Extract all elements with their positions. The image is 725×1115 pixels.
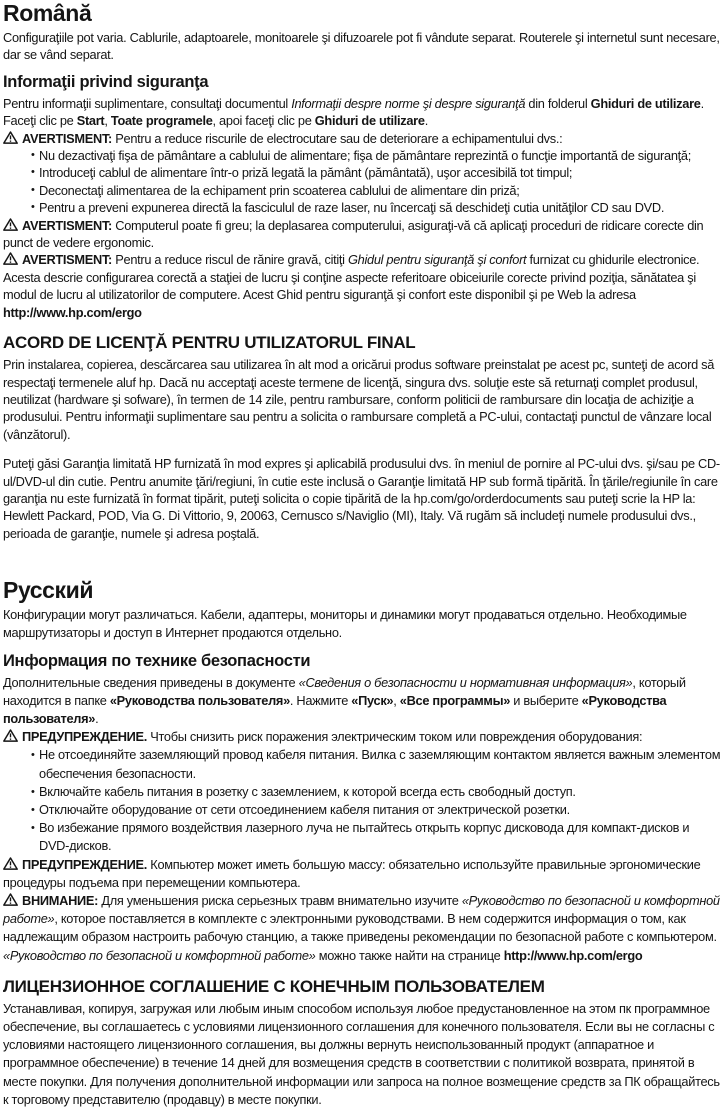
warning-icon	[3, 131, 18, 144]
bullet-marker: •	[31, 803, 35, 816]
russian-safety-heading: Информация по технике безопасности	[3, 651, 311, 670]
bullet-marker: •	[31, 785, 35, 798]
romanian-eula-heading: ACORD DE LICENŢĂ PENTRU UTILIZATORUL FINAL	[3, 333, 416, 353]
warning-text: AVERTISMENT: Pentru a reduce riscurile de electrocutare sau de deteriorare a echipamentului dvs.:	[22, 130, 563, 146]
romanian-warning-bullets	[3, 147, 721, 217]
russian-eula-heading: ЛИЦЕНЗИОННОЕ СОГЛАШЕНИЕ С КОНЕЧНЫМ ПОЛЬЗОВАТЕЛЕМ	[3, 976, 545, 996]
romanian-safety-heading: Informaţii privind siguranţa	[3, 72, 209, 91]
list-item	[31, 783, 721, 801]
bullet-text: Introduceţi cablul de alimentare într-o priză legată la pământ (pământată), uşor accesibilă tot timpul;	[39, 165, 573, 181]
section-russian	[3, 578, 721, 1109]
bullet-text: Deconectaţi alimentarea de la echipament prin scoaterea cablului de alimentare din priză;	[39, 182, 520, 198]
list-item	[31, 746, 721, 782]
romanian-eula-paragraph-1: Prin instalarea, copierea, descărcarea sau utilizarea în alt mod a oricărui produs software preinstalat pe acest pc, sunteţi de acord să respectaţi termenele aluf hp. Dacă nu acceptaţi aceste termene de licenţă, singura dvs. soluţie este să returnaţi complet produsul, neutilizat (hardware şi sofware), în termen de 14 zile, pentru rambursare, conform politicii de rambursare din locaţia de achiziţie a produsului. Pentru informaţii suplimentare sau pentru a solicita o rambursare completă a PC-ului, contactaţi punctul de vânzare local (vânzătorul).	[3, 357, 715, 442]
russian-warning-bullets	[3, 746, 721, 855]
safety-paragraph-text: Pentru informaţii suplimentare, consultaţi documentul Informaţii despre norme şi despre siguranţă din folderul Ghiduri de utilizare. Faceţi clic pe Start, Toate programele, apoi faceţi clic pe Ghiduri de utilizare.	[3, 95, 704, 129]
list-item	[31, 164, 721, 181]
bullet-marker: •	[31, 822, 35, 835]
russian-warning-injury	[3, 892, 721, 965]
russian-safety-paragraph	[3, 674, 721, 729]
warning-text: AVERTISMENT: Pentru a reduce riscul de rănire gravă, citiţi Ghidul pentru siguranţă şi confort furnizat cu ghidurile electronice. Acesta descrie configurarea corectă a staţiei de lucru şi conţine aspecte referitoare obiceiurile corecte privind poziţia, sănătatea şi modul de lucru al utilizatorilor de computere. Acest Ghid pentru siguranţă şi confort este disponibil şi pe Web la adresa http://www.hp.com/ergo	[3, 252, 700, 320]
list-item	[31, 147, 721, 164]
warning-icon	[3, 729, 18, 742]
romanian-safety-paragraph	[3, 95, 721, 130]
warning-text: ВНИМАНИЕ: Для уменьшения риска серьезных травм внимательно изучите «Руководство по безопасной и комфортной работе», которое поставляется в комплекте с электронными руководствами. В нем содержится информация о том, как надлежащим образом настроить рабочую станцию, а также приведены рекомендации по безопасной работе с компьютером. «Руководство по безопасной и комфортной работе» можно также найти на странице http://www.hp.com/ergo	[3, 893, 720, 963]
warning-text: AVERTISMENT: Computerul poate fi greu; la deplasarea computerului, asiguraţi-vă că aplicaţi proceduri de ridicare corecte din punct de vedere ergonomic.	[3, 217, 704, 251]
bullet-text: Не отсоединяйте заземляющий провод кабеля питания. Вилка с заземляющим контактом является важным элементом обеспечения безопасности.	[39, 747, 721, 781]
bullet-marker: •	[31, 166, 35, 179]
bullet-marker: •	[31, 149, 35, 162]
bullet-text: Pentru a preveni expunerea directă la fasciculul de raze laser, nu încercaţi să deschideţi cutia unităţilor CD sau DVD.	[39, 200, 665, 216]
section-romanian	[3, 1, 721, 542]
bullet-marker: •	[31, 183, 35, 196]
romanian-warning-electrocution	[3, 130, 721, 147]
warning-icon	[3, 218, 18, 231]
list-item	[31, 182, 721, 199]
warning-text: ПРЕДУПРЕЖДЕНИЕ. Чтобы снизить риск поражения электрическим током или повреждения оборудования:	[22, 729, 643, 745]
warning-icon	[3, 893, 18, 906]
bullet-text: Во избежание прямого воздействия лазерного луча не пытайтесь открыть корпус дисковода для компакт-дисков и DVD-дисков.	[39, 820, 690, 854]
romanian-warranty-paragraph: Puteţi găsi Garanţia limitată HP furnizată în mod expres şi aplicabilă produsului dvs. în meniul de pornire al PC-ului dvs. şi/sau pe CD-ul/DVD-ul din cutie. Pentru anumite ţări/regiuni, în cutie este inclusă o Garanţie limitată HP sub formă tipărită. În ţările/regiunile în care garanţia nu este furnizată în format tipărit, puteţi solicita o copie tipărită de la hp.com/go/orderdocuments sau puteţi scrie la HP la: Hewlett Packard, POD, Via G. Di Vittorio, 9, 20063, Cernusco s/Naviglio (MI), Italy. Vă rugăm să includeţi numele produsului dvs., perioada de garanţie, numele şi adresa poştală.	[3, 456, 720, 541]
romanian-title: Română	[3, 0, 92, 26]
romanian-warning-injury	[3, 251, 721, 321]
bullet-text: Nu dezactivaţi fişa de pământare a cablului de alimentare; fişa de pământare reprezintă o funcţie importantă de siguranţă;	[39, 148, 691, 164]
russian-warning-heavy	[3, 856, 721, 892]
section-divider-gap	[3, 542, 721, 578]
safety-paragraph-text: Дополнительные сведения приведены в документе «Сведения о безопасности и нормативная информация», который находится в папке «Руководства пользователя». Нажмите «Пуск», «Все программы» и выберите «Руководства пользователя».	[3, 674, 686, 726]
russian-eula-paragraph: Устанавливая, копируя, загружая или любым иным способом используя любое предустановленное на этом пк программное обеспечение, вы соглашаетесь с условиями лицензионного соглашения для конечного пользователя. Если вы не согласны с условиями настоящего лицензионного соглашения, вы должны вернуть неиспользованный продукт (аппаратное и программное обеспечение) в течение 14 дней для возмещения средств в соответствии с политикой возврата, принятой в месте покупки. Для получения дополнительной информации или запроса на полное возмещение средств за ПК обращайтесь к торговому представителю (продавцу) в месте покупки.	[3, 1000, 720, 1107]
warning-text: ПРЕДУПРЕЖДЕНИЕ. Компьютер может иметь большую массу: обязательно используйте правильные эргономические процедуры подъема при перемещении компьютера.	[3, 856, 701, 890]
warning-icon	[3, 857, 18, 870]
bullet-marker: •	[31, 749, 35, 762]
russian-warning-electrocution	[3, 728, 721, 746]
romanian-warning-heavy	[3, 217, 721, 252]
warning-icon	[3, 252, 18, 265]
russian-intro: Конфигурации могут различаться. Кабели, адаптеры, мониторы и динамики могут продаваться отдельно. Необходимые маршрутизаторы и доступ в Интернет продаются отдельно.	[3, 607, 687, 641]
list-item	[31, 199, 721, 216]
bullet-marker: •	[31, 201, 35, 214]
list-item	[31, 819, 721, 855]
bullet-text: Включайте кабель питания в розетку с заземлением, к которой всегда есть свободный доступ.	[39, 783, 576, 799]
bullet-text: Отключайте оборудование от сети отсоединением кабеля питания от электрической розетки.	[39, 801, 570, 817]
list-item	[31, 801, 721, 819]
romanian-intro: Configuraţiile pot varia. Cablurile, adaptoarele, monitoarele şi difuzoarele pot fi vândute separat. Routerele şi internetul sunt necesare, dar se vând separat.	[3, 30, 720, 63]
russian-title: Русский	[3, 577, 94, 604]
